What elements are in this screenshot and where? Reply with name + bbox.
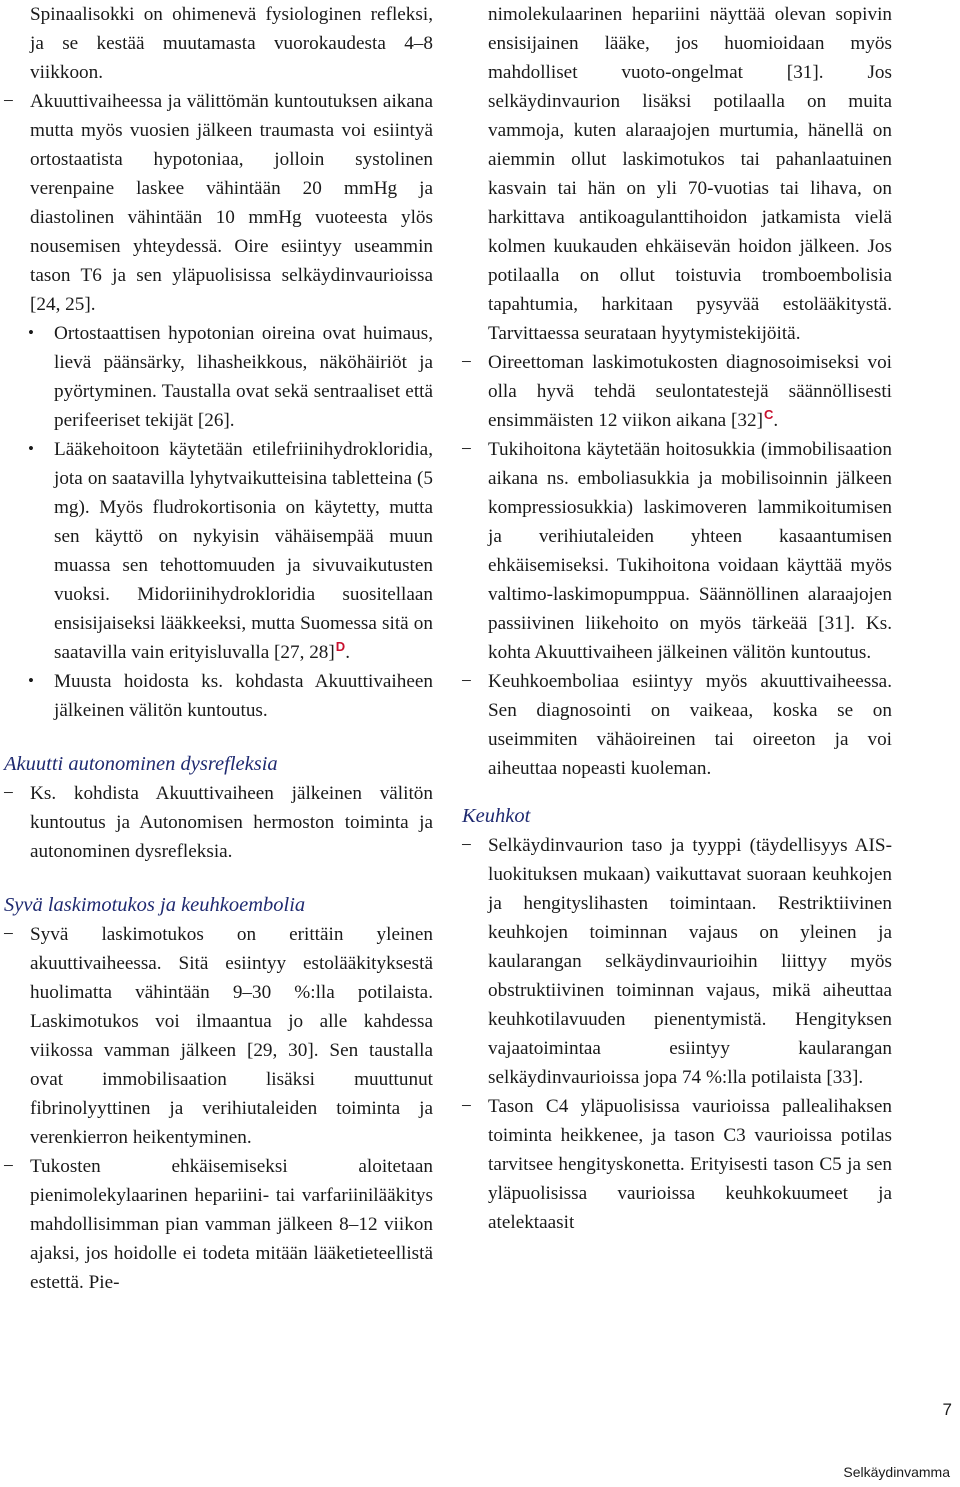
dash-list bbox=[30, 920, 433, 1297]
section-heading: Akuutti autonominen dysrefleksia bbox=[4, 753, 278, 775]
list-item: − Ks. kohdista Akuuttivaiheen jälkeinen välitön kuntoutus ja Autonomisen hermoston toiminta ja autonominen dysrefleksia. bbox=[30, 779, 433, 866]
page-number: 7 bbox=[942, 1400, 952, 1419]
bullet-item bbox=[54, 319, 433, 435]
evidence-grade-badge: D bbox=[335, 638, 346, 654]
list-item-text: Oireettoman laskimotukosten diagnosoimiseksi voi olla hyvä tehdä seulontatestejä säännöllisesti ensimmäisten 12 viikon aikana [32] bbox=[488, 352, 892, 431]
running-footer: Selkäydinvamma bbox=[843, 1464, 950, 1480]
dash-list bbox=[488, 831, 892, 1237]
dash-list bbox=[488, 348, 892, 783]
list-item bbox=[488, 348, 892, 435]
list-item: − Selkäydinvaurion taso ja tyyppi (täydellisyys AIS-luokituksen mukaan) vaikuttavat suoraan keuhkojen ja hengityslihasten toimintaan. Restriktiivinen keuhkojen toiminnan vajaus on yleinen ja kaularangan selkäydinvaurioihin liittyy myös obstruktiivinen toiminnan vajaus, mikä aiheuttaa keuhkotilavuuden pienentymistä. Hengityksen vajaatoimintaa esiintyy kaularangan selkäydinvaurioissa jopa 74 %:lla potilaista [33]. bbox=[488, 831, 892, 1092]
list-item bbox=[30, 87, 433, 725]
bullet-list bbox=[30, 319, 433, 725]
bullet-text: Lääkehoitoon käytetään etilefriinihydrokloridia, jota on saatavilla lyhytvaikutteisina tabletteina (5 mg). Myös fludrokortisonia on käytetty, mutta sen käyttö on nykyisin vähäisempää muun muassa sen tehottomuuden ja sivuvaikutusten vuoksi. Midoriinihydrokloridia suositellaan ensisijaiseksi lääkkeeksi, mutta Suomessa sitä on saatavilla vain erityisluvalla [27, 28] bbox=[54, 439, 433, 663]
list-item: − Syvä laskimotukos on erittäin yleinen akuuttivaiheessa. Sitä esiintyy estolääkityksestä huolimatta vähintään 9–30 %:lla potilaista. Laskimotukos voi ilmaantua jo alle kahdessa viikossa vamman jälkeen [29, 30]. Sen taustalla ovat immobilisaation lisäksi muuttunut fibrinolyyttinen ja verihiutaleiden toiminta ja verenkierron heikentyminen. bbox=[30, 920, 433, 1152]
list-item: − Tukosten ehkäisemiseksi aloitetaan pienimolekylaarinen hepariini- tai varfariinilääkitys mahdollisimman pian vamman jälkeen 8–12 viikon ajaksi, jos hoidolle ei todeta mitään lääketieteellistä estettä. Pie- bbox=[30, 1152, 433, 1297]
dash-list bbox=[30, 779, 433, 866]
list-item: − Tason C4 yläpuolisissa vaurioissa pallealihaksen toiminta heikkenee, ja tason C3 vaurioissa potilas tarvitsee hengityskonetta. Erityisesti tason C5 ja sen yläpuolisissa vaurioissa keuhkokuumeet ja atelektaasit bbox=[488, 1092, 892, 1237]
list-item: − Tukihoitona käytetään hoitosukkia (immobilisaation aikana ns. emboliasukkia ja mobilisoinnin jälkeen kompressiosukkia) laskimoveren lammikoitumisen ja verihiutaleiden yhteen kasaantumisen ehkäisemiseksi. Tukihoitona voidaan käyttää myös valtimo-laskimopumppua. Säännöllinen alaraajojen passiivinen liikehoito on myös tärkeää [31]. Ks. kohta Akuuttivaiheen jälkeinen välitön kuntoutus. bbox=[488, 435, 892, 667]
intro-paragraph: Spinaalisokki on ohimenevä fysiologinen refleksi, ja se kestää muutamasta vuorokaudesta 4–8 viikkoon. bbox=[30, 4, 433, 83]
evidence-grade-badge: C bbox=[763, 406, 774, 422]
list-item-text: . bbox=[773, 410, 779, 431]
bullet-text: Muusta hoidosta ks. kohdasta Akuuttivaiheen jälkeinen välitön kuntoutus. bbox=[54, 671, 433, 721]
list-item-text: Akuuttivaiheessa ja välittömän kuntoutuksen aikana mutta myös vuosien jälkeen traumasta voi esiintyä ortostaatista hypotoniaa, jolloin systolinen verenpaine laskee vähintään 20 mmHg ja diastolinen vähintään 10 mmHg vuoteesta ylös nousemisen yhteydessä. Oire esiintyy useammin tason T6 ja sen yläpuolisissa selkäydinvaurioissa [24, 25]. bbox=[30, 91, 433, 315]
left-column bbox=[4, 0, 433, 1297]
right-column bbox=[462, 0, 892, 1237]
section-heading: Syvä laskimotukos ja keuhkoembolia bbox=[4, 894, 306, 916]
bullet-item: • Lääkehoitoon käytetään etilefriinihydrokloridia, jota on saatavilla lyhytvaikutteisina tabletteina (5 mg). Myös fludrokortisonia on käytetty, mutta sen käyttö on nykyisin vähäisempää muun muassa sen tehottomuuden ja sivuvaikutusten vuoksi. Midoriinihydrokloridia suositellaan ensisijaiseksi lääkkeeksi, mutta Suomessa sitä on saatavilla vain erityisluvalla [27, 28]$^D$. bbox=[54, 435, 433, 667]
bullet-item bbox=[54, 667, 433, 725]
bullet-text: Ortostaattisen hypotonian oireina ovat huimaus, lievä päänsärky, lihasheikkous, näköhäiriöt ja pyörtyminen. Taustalla ovat sekä sentraaliset että perifeeriset tekijät [26]. bbox=[54, 323, 433, 431]
list-item: − Keuhkoemboliaa esiintyy myös akuuttivaiheessa. Sen diagnosointi on vaikeaa, koska se on useimmiten vähäoireinen tai oireeton ja voi aiheuttaa nopeasti kuoleman. bbox=[488, 667, 892, 783]
section-heading: Keuhkot bbox=[462, 805, 531, 827]
continued-paragraph: nimolekulaarinen hepariini näyttää olevan sopivin ensisijainen lääke, jos huomioidaan myös mahdolliset vuoto-ongelmat [31]. Jos selkäydinvaurion lisäksi potilaalla on muita vammoja, kuten alaraajojen murtumia, hänellä on aiemmin ollut laskimotukos tai pahanlaatuinen kasvain tai hän on yli 70-vuotias tai lihava, on harkittava antikoagulanttihoidon jatkamista vielä kolmen kuukauden ehkäisevän hoidon jälkeen. Jos potilaalla on ollut toistuvia tromboembolisia tapahtumia, harkitaan pysyvää estolääkitystä. Tarvittaessa seurataan hyytymistekijöitä. bbox=[488, 4, 892, 344]
dash-list bbox=[30, 87, 433, 725]
